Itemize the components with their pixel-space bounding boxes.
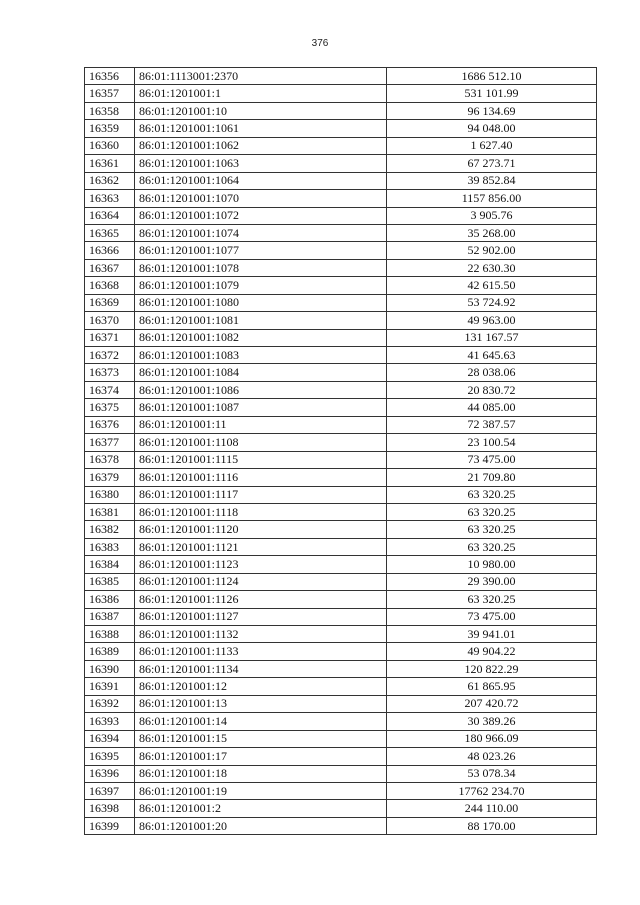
cadastral-number-cell: 86:01:1201001:1120 [135,521,387,538]
value-cell: 63 320.25 [387,486,597,503]
cadastral-number-cell: 86:01:1201001:1118 [135,503,387,520]
value-cell: 96 134.69 [387,102,597,119]
table-row [85,748,597,765]
value-cell: 48 023.26 [387,748,597,765]
cadastral-number-cell: 86:01:1201001:1080 [135,294,387,311]
table-row [85,782,597,799]
value-cell: 42 615.50 [387,277,597,294]
table-row [85,817,597,834]
table-row [85,155,597,172]
table-row [85,85,597,102]
cadastral-number-cell: 86:01:1201001:1070 [135,190,387,207]
row-number-cell: 16393 [85,713,135,730]
row-number-cell: 16376 [85,416,135,433]
table-row [85,643,597,660]
value-cell: 88 170.00 [387,817,597,834]
table-row [85,120,597,137]
value-cell: 131 167.57 [387,329,597,346]
cadastral-number-cell: 86:01:1201001:17 [135,748,387,765]
row-number-cell: 16373 [85,364,135,381]
row-number-cell: 16387 [85,608,135,625]
value-cell: 63 320.25 [387,538,597,555]
row-number-cell: 16378 [85,451,135,468]
cadastral-number-cell: 86:01:1201001:1061 [135,120,387,137]
row-number-cell: 16385 [85,573,135,590]
value-cell: 72 387.57 [387,416,597,433]
row-number-cell: 16399 [85,817,135,834]
cadastral-number-cell: 86:01:1201001:2 [135,800,387,817]
table-row [85,660,597,677]
value-cell: 207 420.72 [387,695,597,712]
cadastral-number-cell: 86:01:1201001:1133 [135,643,387,660]
value-cell: 20 830.72 [387,381,597,398]
value-cell: 35 268.00 [387,224,597,241]
row-number-cell: 16356 [85,68,135,85]
row-number-cell: 16358 [85,102,135,119]
value-cell: 73 475.00 [387,608,597,625]
cadastral-number-cell: 86:01:1201001:1078 [135,259,387,276]
table-row [85,416,597,433]
table-row [85,538,597,555]
value-cell: 63 320.25 [387,521,597,538]
table-row [85,800,597,817]
value-cell: 120 822.29 [387,660,597,677]
cadastral-number-cell: 86:01:1201001:1063 [135,155,387,172]
value-cell: 63 320.25 [387,503,597,520]
cadastral-number-cell: 86:01:1201001:10 [135,102,387,119]
cadastral-number-cell: 86:01:1201001:1077 [135,242,387,259]
row-number-cell: 16395 [85,748,135,765]
row-number-cell: 16362 [85,172,135,189]
row-number-cell: 16360 [85,137,135,154]
value-cell: 67 273.71 [387,155,597,172]
table-row [85,521,597,538]
cadastral-number-cell: 86:01:1201001:1083 [135,347,387,364]
cadastral-number-cell: 86:01:1201001:1081 [135,312,387,329]
cadastral-number-cell: 86:01:1201001:1084 [135,364,387,381]
value-cell: 41 645.63 [387,347,597,364]
value-cell: 44 085.00 [387,399,597,416]
cadastral-number-cell: 86:01:1201001:1079 [135,277,387,294]
row-number-cell: 16388 [85,626,135,643]
table-row [85,190,597,207]
value-cell: 21 709.80 [387,469,597,486]
value-cell: 53 724.92 [387,294,597,311]
row-number-cell: 16383 [85,538,135,555]
table-row [85,224,597,241]
cadastral-number-cell: 86:01:1201001:13 [135,695,387,712]
row-number-cell: 16390 [85,660,135,677]
row-number-cell: 16370 [85,312,135,329]
table-row [85,469,597,486]
table-row [85,451,597,468]
row-number-cell: 16371 [85,329,135,346]
row-number-cell: 16386 [85,591,135,608]
value-cell: 180 966.09 [387,730,597,747]
cadastral-number-cell: 86:01:1201001:1124 [135,573,387,590]
cadastral-number-cell: 86:01:1201001:1121 [135,538,387,555]
table-body [85,68,597,835]
value-cell: 61 865.95 [387,678,597,695]
row-number-cell: 16357 [85,85,135,102]
table-row [85,259,597,276]
row-number-cell: 16377 [85,434,135,451]
row-number-cell: 16363 [85,190,135,207]
table-row [85,765,597,782]
row-number-cell: 16389 [85,643,135,660]
table-row [85,695,597,712]
value-cell: 1157 856.00 [387,190,597,207]
cadastral-number-cell: 86:01:1201001:14 [135,713,387,730]
cadastral-number-cell: 86:01:1201001:1086 [135,381,387,398]
cadastral-number-cell: 86:01:1201001:1074 [135,224,387,241]
cadastral-number-cell: 86:01:1201001:20 [135,817,387,834]
cadastral-number-cell: 86:01:1201001:1082 [135,329,387,346]
cadastral-number-cell: 86:01:1201001:1108 [135,434,387,451]
cadastral-number-cell: 86:01:1201001:1087 [135,399,387,416]
table-row [85,399,597,416]
value-cell: 1 627.40 [387,137,597,154]
cadastral-number-cell: 86:01:1201001:1134 [135,660,387,677]
cadastral-number-cell: 86:01:1201001:19 [135,782,387,799]
cadastral-number-cell: 86:01:1201001:1064 [135,172,387,189]
row-number-cell: 16369 [85,294,135,311]
table-row [85,381,597,398]
table-row [85,503,597,520]
row-number-cell: 16379 [85,469,135,486]
value-cell: 49 904.22 [387,643,597,660]
table-row [85,347,597,364]
table-row [85,207,597,224]
table-row [85,102,597,119]
value-cell: 1686 512.10 [387,68,597,85]
cadastral-number-cell: 86:01:1201001:1 [135,85,387,102]
value-cell: 10 980.00 [387,556,597,573]
cadastral-number-cell: 86:01:1201001:11 [135,416,387,433]
table-row [85,486,597,503]
value-cell: 49 963.00 [387,312,597,329]
value-cell: 244 110.00 [387,800,597,817]
row-number-cell: 16398 [85,800,135,817]
row-number-cell: 16392 [85,695,135,712]
value-cell: 28 038.06 [387,364,597,381]
table-row [85,713,597,730]
table-row [85,573,597,590]
table-row [85,68,597,85]
value-cell: 94 048.00 [387,120,597,137]
cadastral-number-cell: 86:01:1201001:1126 [135,591,387,608]
value-cell: 531 101.99 [387,85,597,102]
value-cell: 39 941.01 [387,626,597,643]
value-cell: 39 852.84 [387,172,597,189]
table-row [85,312,597,329]
row-number-cell: 16397 [85,782,135,799]
row-number-cell: 16368 [85,277,135,294]
table-row [85,329,597,346]
table-row [85,678,597,695]
cadastral-number-cell: 86:01:1201001:1062 [135,137,387,154]
table-row [85,730,597,747]
row-number-cell: 16366 [85,242,135,259]
cadastral-number-cell: 86:01:1113001:2370 [135,68,387,85]
table-row [85,556,597,573]
table-row [85,434,597,451]
value-cell: 73 475.00 [387,451,597,468]
page-number: 376 [311,38,329,49]
cadastral-number-cell: 86:01:1201001:1116 [135,469,387,486]
cadastral-number-cell: 86:01:1201001:1132 [135,626,387,643]
table-row [85,626,597,643]
table-row [85,242,597,259]
cadastral-number-cell: 86:01:1201001:1123 [135,556,387,573]
cadastral-number-cell: 86:01:1201001:1115 [135,451,387,468]
row-number-cell: 16391 [85,678,135,695]
table-row [85,294,597,311]
row-number-cell: 16365 [85,224,135,241]
value-cell: 30 389.26 [387,713,597,730]
table-row [85,364,597,381]
cadastral-number-cell: 86:01:1201001:1127 [135,608,387,625]
cadastral-number-cell: 86:01:1201001:15 [135,730,387,747]
row-number-cell: 16375 [85,399,135,416]
table-row [85,608,597,625]
row-number-cell: 16384 [85,556,135,573]
row-number-cell: 16364 [85,207,135,224]
table-row [85,137,597,154]
row-number-cell: 16367 [85,259,135,276]
value-cell: 23 100.54 [387,434,597,451]
table-row [85,172,597,189]
row-number-cell: 16382 [85,521,135,538]
cadastral-number-cell: 86:01:1201001:1117 [135,486,387,503]
row-number-cell: 16394 [85,730,135,747]
cadastral-value-table [84,67,597,835]
cadastral-number-cell: 86:01:1201001:1072 [135,207,387,224]
table-row [85,277,597,294]
cadastral-number-cell: 86:01:1201001:12 [135,678,387,695]
row-number-cell: 16380 [85,486,135,503]
row-number-cell: 16372 [85,347,135,364]
value-cell: 63 320.25 [387,591,597,608]
value-cell: 52 902.00 [387,242,597,259]
value-cell: 22 630.30 [387,259,597,276]
row-number-cell: 16361 [85,155,135,172]
row-number-cell: 16381 [85,503,135,520]
value-cell: 53 078.34 [387,765,597,782]
value-cell: 17762 234.70 [387,782,597,799]
table-row [85,591,597,608]
row-number-cell: 16396 [85,765,135,782]
value-cell: 3 905.76 [387,207,597,224]
value-cell: 29 390.00 [387,573,597,590]
row-number-cell: 16374 [85,381,135,398]
cadastral-number-cell: 86:01:1201001:18 [135,765,387,782]
row-number-cell: 16359 [85,120,135,137]
